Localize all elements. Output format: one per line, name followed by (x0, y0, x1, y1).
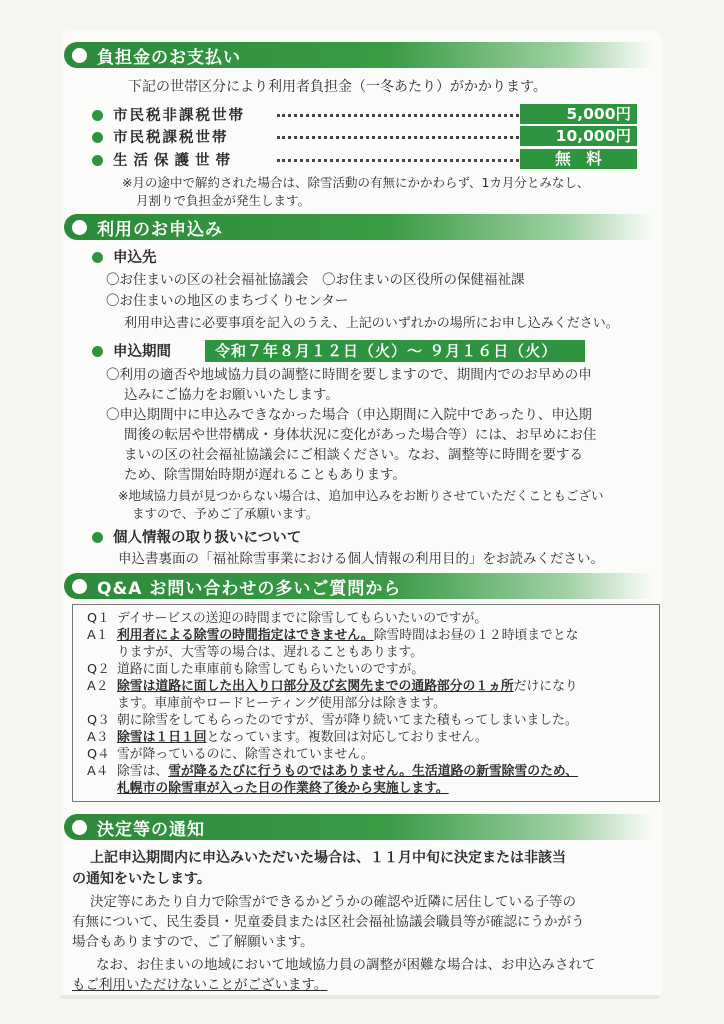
green-dot-icon (92, 132, 103, 143)
apply-heading (64, 214, 654, 240)
apply-period-value: 令和７年８月１２日（火）～ ９月１６日（火） (205, 340, 585, 362)
qa-line-5: A２ 除雪は道路に面した出入り口部分及び玄関先までの通路部分の１ヵ所だけになり (87, 679, 578, 694)
apply-para-2: 込みにご協力をお願いいたします。 (124, 387, 339, 403)
green-dot-icon (92, 110, 103, 121)
decision-line-5: 場合もありますので、ご了解願います。 (72, 934, 314, 950)
privacy-label: 個人情報の取り扱いについて (92, 526, 301, 547)
qa-line-9: Q４ 雪が降っているのに、除雪されていません。 (87, 747, 374, 762)
fees-heading-text: 負担金のお支払い (97, 47, 241, 68)
apply-para-4: 間後の転居や世帯構成・身体状況に変化があった場合等）には、お早めにお住 (124, 427, 597, 443)
green-dot-icon (92, 155, 103, 166)
apply-note-2: ますので、予めご了承願います。 (132, 506, 319, 521)
fee-amount-3: 無 料 (520, 149, 637, 169)
page-shadow (60, 995, 660, 999)
green-dot-icon (92, 532, 103, 543)
green-dot-icon (92, 346, 103, 357)
green-dot-icon (92, 252, 103, 263)
qa-line-7: Q３ 朝に除雪をしてもらったのですが、雪が降り続いてまた積もってしまいました。 (87, 713, 578, 728)
privacy-text: 申込書裏面の「福祉除雪事業における個人情報の利用目的」をお読みください。 (118, 551, 604, 567)
fee-label-2: 市民税課税世帯 (92, 126, 229, 147)
qa-line-11: 札幌市の除雪車が入った日の作業終了後から実施します。 (117, 781, 449, 796)
decision-heading (64, 814, 654, 840)
apply-place-note: 利用申込書に必要事項を記入のうえ、上記のいずれかの場所にお申し込みください。 (124, 316, 619, 331)
decision-line-1: 上記申込期間内に申込みいただいた場合は、１１月中旬に決定または非該当 (90, 850, 566, 866)
fees-note-1: ※月の途中で解約された場合は、除雪活動の有無にかかわらず、1カ月分とみなし、 (122, 175, 590, 190)
qa-line-6: ます。車庫前やロードヒーティング使用部分は除きます。 (117, 696, 446, 711)
apply-place-2: 〇お住まいの地区のまちづくりセンター (106, 293, 349, 309)
heading-bullet-icon (72, 48, 87, 63)
apply-period-label: 申込期間 (92, 340, 171, 361)
apply-para-6: ため、除雪開始時期が遅れることもあります。 (124, 467, 406, 483)
fee-row-3 (92, 149, 637, 169)
heading-bullet-icon (72, 220, 87, 235)
fee-row-2 (92, 126, 637, 146)
fee-amount-1: 5,000円 (520, 104, 637, 124)
qa-line-1: Q１ デイサービスの送迎の時間までに除雪してもらいたいのですが。 (87, 611, 488, 626)
decision-line-3: 決定等にあたり自力で除雪ができるかどうかの確認や近隣に居住している子等の (90, 894, 576, 910)
decision-heading-text: 決定等の通知 (97, 819, 205, 840)
apply-place-label: 申込先 (92, 246, 157, 267)
qa-line-4: Q２ 道路に面した車庫前も除雪してもらいたいのですが。 (87, 662, 425, 677)
qa-heading (64, 573, 654, 599)
apply-place-1: 〇お住まいの区の社会福祉協議会 〇お住まいの区役所の保健福祉課 (106, 272, 525, 288)
qa-heading-text: Q&A お問い合わせの多いご質問から (97, 578, 402, 599)
fee-label-1: 市民税非課税世帯 (92, 104, 245, 125)
qa-line-3: りますが、大雪等の場合は、遅れることもあります。 (117, 645, 424, 660)
fees-heading (64, 42, 654, 68)
fee-label-3: 生活保護世帯 (92, 149, 236, 170)
decision-line-7: もご利用いただけないことがございます。 (72, 977, 328, 993)
fee-row-1 (92, 104, 637, 124)
decision-line-2: の通知をいたします。 (72, 871, 211, 887)
apply-para-3: 〇申込期間中に申込みできなかった場合（申込期間に入院中であったり、申込期 (106, 407, 592, 423)
decision-line-6: なお、お住まいの地域において地域協力員の調整が困難な場合は、お申込みされて (96, 957, 596, 973)
fees-intro: 下記の世帯区分により利用者負担金（一冬あたり）がかかります。 (128, 79, 547, 95)
apply-heading-text: 利用のお申込み (97, 219, 223, 240)
qa-box (72, 604, 660, 802)
qa-line-10: A４ 除雪は、雪が降るたびに行うものではありません。生活道路の新雪除雪のため、 (87, 764, 578, 779)
heading-bullet-icon (72, 820, 87, 835)
apply-para-5: まいの区の社会福祉協議会にご相談ください。なお、調整等に時間を要する (124, 447, 583, 463)
heading-bullet-icon (72, 579, 87, 594)
qa-line-8: A３ 除雪は１日１回となっています。複数回は対応しておりません。 (87, 730, 488, 745)
fee-amount-2: 10,000円 (520, 126, 637, 146)
decision-line-4: 有無について、民生委員・児童委員または区社会福祉協議会職員等が確認にうかがう (72, 914, 585, 930)
apply-note-1: ※地域協力員が見つからない場合は、追加申込みをお断りさせていただくこともござい (118, 488, 604, 503)
qa-line-2: A１ 利用者による除雪の時間指定はできません。除雪時間はお昼の１２時頃までとな (87, 628, 579, 643)
fees-note-2: 月割りで負担金が発生します。 (136, 193, 311, 208)
apply-para-1: 〇利用の適否や地域協力員の調整に時間を要しますので、期間内でのお早めの申 (106, 367, 592, 383)
